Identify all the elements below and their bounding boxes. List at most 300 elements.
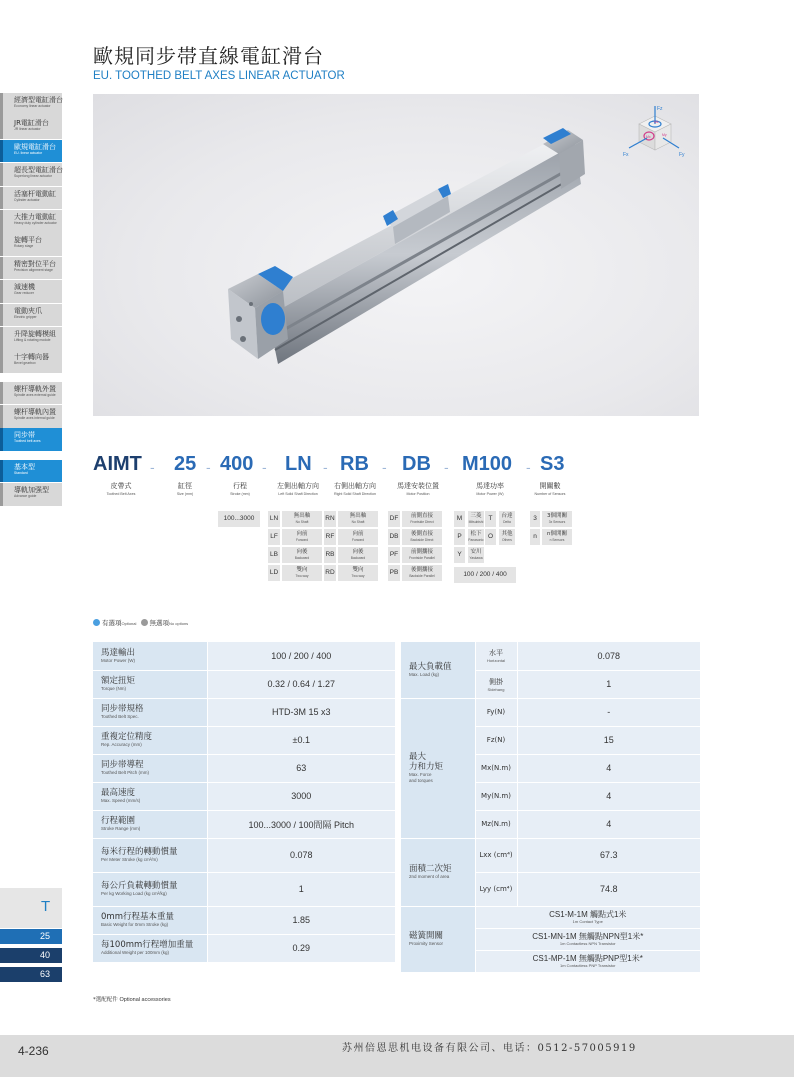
motor-brand-code: P: [454, 529, 465, 545]
left-shaft-code: LD: [268, 565, 280, 581]
motor-brand-zh: 安川: [470, 549, 482, 555]
code-dash: -: [382, 459, 387, 475]
spec-group-label: [401, 838, 475, 906]
left-shaft-option-en: Two-way: [295, 574, 309, 578]
motor-brand-zh: 其他: [501, 531, 513, 537]
sidebar-item-sublabel: Economy linear actuator: [14, 104, 51, 108]
spec-label-zh: 每米行程的轉動慣量: [101, 847, 178, 857]
left-shaft-option-label: [282, 567, 322, 579]
spec-label-zh: 重複定位精度: [101, 732, 153, 742]
sidebar-item[interactable]: [0, 327, 62, 350]
spec-value: 74.8: [517, 872, 700, 906]
sidebar-item-sublabel: Gear reducer: [14, 291, 34, 296]
spec-param-name: Fy(N): [486, 708, 506, 716]
code-label-sensors: 開關數: [539, 482, 561, 490]
company-contact: 苏州倍恩思机电设备有限公司、电话：0512-57005919: [342, 1043, 637, 1054]
spec-label: [93, 810, 207, 838]
axis-label-fx: Fx: [623, 152, 629, 158]
right-shaft-option-en: Forward: [351, 538, 365, 542]
no-option-dot-icon: [141, 619, 148, 626]
right-shaft-option-en: No Shaft: [351, 520, 365, 524]
right-shaft-option-en: Two-way: [351, 574, 365, 578]
table-row: [93, 810, 395, 838]
stroke-range: 100...3000: [218, 511, 260, 527]
spec-param-name: Fz(N): [486, 736, 506, 744]
code-sub-size: Size (mm): [176, 492, 194, 496]
spec-label-en: Toothed Belt Spec.: [101, 714, 139, 719]
spec-value: 100 / 200 / 400: [207, 642, 395, 670]
code-label-size: 缸徑: [178, 482, 192, 490]
code-label-right-shaft: 右側出軸方向: [334, 482, 376, 490]
right-shaft-option-label: [338, 549, 378, 561]
motor-brand-en: Delta: [503, 520, 511, 524]
motor-position-code: DF: [388, 511, 400, 527]
code-label-motor-position: 馬達安裝位置: [397, 482, 439, 490]
left-shaft-option-zh: 無出軸: [293, 513, 311, 519]
sensor-model-zh: CS1-MP-1M 無觸點PNP型1米*: [532, 954, 643, 963]
sidebar-item[interactable]: [0, 304, 62, 327]
right-shaft-code: RN: [324, 511, 336, 527]
code-sub-motor-power: Motor Power (W): [476, 492, 504, 496]
sidebar-item-sublabel: Lifting & rotating module: [14, 337, 51, 342]
sensor-model: [475, 906, 700, 928]
size-tab-40[interactable]: 40: [0, 948, 62, 963]
footnote-en: Optional accessories: [119, 997, 171, 1003]
left-shaft-code: LF: [268, 529, 280, 545]
spec-label-en: Toothed Belt Pitch (mm): [101, 770, 150, 775]
table-row: [93, 934, 395, 962]
sidebar-item-sublabel: Spindle axes external guide: [14, 392, 56, 397]
spec-value: 4: [517, 810, 700, 838]
motor-power-values: 100 / 200 / 400: [454, 567, 516, 583]
spec-value: 100...3000 / 100間隔 Pitch: [207, 810, 395, 838]
sidebar-item[interactable]: [0, 163, 62, 186]
right-shaft-option-label: [338, 567, 378, 579]
spec-param: [475, 698, 517, 726]
motor-brand-en: Mitsubishi: [468, 520, 484, 524]
spec-label: [93, 754, 207, 782]
motor-position-option-en: Backside Parallel: [409, 574, 435, 578]
spec-param: [475, 670, 517, 698]
spec-label-en: Stroke Range (mm): [101, 826, 141, 831]
sidebar-item[interactable]: [0, 116, 62, 139]
spec-value: 4: [517, 782, 700, 810]
right-shaft-code: RF: [324, 529, 336, 545]
table-row: [401, 906, 700, 928]
size-tab-63[interactable]: 63: [0, 967, 62, 982]
motor-brand-en: Panasonic: [468, 538, 484, 542]
spec-label-zh: 最高速度: [101, 788, 136, 798]
code-sub-series: Toothed Belt Axes: [106, 492, 136, 496]
motor-brand-code: Y: [454, 547, 465, 563]
sidebar-item-label: 十字轉向器: [14, 353, 49, 362]
sensor-zh: n個開關: [547, 531, 567, 537]
spec-label-zh: 同步帯導程: [101, 760, 144, 770]
page-footer: [0, 1035, 794, 1077]
code-size: 25: [174, 453, 197, 475]
spec-value: HTD-3M 15 x3: [207, 698, 395, 726]
spec-label-zh: 0mm行程基本重量: [101, 912, 174, 922]
motor-position-option-en: Frontside Parallel: [409, 556, 435, 560]
motor-brand-en: Yaskawa: [469, 556, 483, 560]
sidebar-item[interactable]: [0, 93, 62, 116]
motor-brand-code: M: [454, 511, 465, 527]
motor-position-option-zh: 前側直接: [410, 513, 433, 519]
spec-param-zh: 水平: [489, 649, 503, 658]
axis-label-mz: Mz: [654, 120, 659, 124]
legend-no-option-en: No options: [169, 621, 189, 626]
spec-value: 0.29: [207, 934, 395, 962]
left-shaft-option-zh: 向後: [296, 549, 308, 555]
spec-label-en: Rep. Accuracy (mm): [101, 742, 142, 747]
spec-label: [93, 782, 207, 810]
code-dash: -: [206, 459, 211, 475]
sensor-model: [475, 928, 700, 950]
sensor-model-en: 1m Contactless NPN Transistor: [559, 941, 616, 946]
spec-param-name: Lyy (cm⁴): [479, 885, 513, 893]
footnote: [93, 995, 171, 1003]
spec-label-en: Torque (Nm): [101, 686, 127, 691]
spec-group-en: Max. Load (kg): [409, 671, 440, 677]
spec-label-zh: 每100mm行程增加重量: [101, 940, 194, 950]
code-dash: -: [323, 459, 328, 475]
spec-param-en: Sidehang: [487, 686, 505, 692]
code-label-motor-power: 馬達功率: [476, 482, 504, 490]
sidebar-item-sublabel: Toothed belt axes: [14, 439, 41, 444]
table-row: [401, 838, 700, 872]
sensor-en: 3x Sensors: [548, 520, 566, 524]
spec-value: 0.078: [517, 642, 700, 670]
spec-label-en: Basic Weight for 0mm Stroke (kg): [101, 922, 169, 927]
right-shaft-option-zh: 向後: [352, 549, 364, 555]
spec-param: [475, 782, 517, 810]
sidebar-item[interactable]: [0, 280, 62, 303]
sidebar-item-sublabel: Advance guide: [14, 494, 37, 499]
spec-value: 0.32 / 0.64 / 1.27: [207, 670, 395, 698]
sidebar-item-label: 精密對位平台: [14, 259, 56, 268]
motor-position-option-zh: 後側擱接: [410, 567, 433, 573]
sidebar-item[interactable]: [0, 233, 62, 256]
optional-dot-icon: [93, 619, 100, 626]
spec-group-en: Proximity Sensor: [409, 941, 444, 946]
motor-brand-label: [466, 513, 486, 525]
sidebar-item-label: 經濟型電缸滑台: [14, 96, 63, 104]
left-shaft-option-label: [282, 549, 322, 561]
spec-value: 1: [517, 670, 700, 698]
right-shaft-code: RB: [324, 547, 336, 563]
spec-label-en: Additional Weight per 100mm (kg): [101, 950, 169, 955]
sidebar-item[interactable]: [0, 382, 62, 405]
table-row: [93, 838, 395, 872]
legend: [93, 618, 188, 627]
spec-value: -: [517, 698, 700, 726]
code-stroke: 400: [220, 453, 254, 475]
sidebar: [0, 93, 62, 507]
spec-group-en: Max. Force and torques: [409, 772, 433, 783]
sidebar-item-label: 大推力電動缸: [14, 212, 56, 221]
left-shaft-option-en: Backward: [294, 556, 310, 560]
sidebar-item[interactable]: [0, 483, 62, 506]
code-motor-power: M100: [462, 453, 513, 475]
motor-position-option-en: Frontside Direct: [410, 520, 434, 524]
sidebar-item-sublabel: Superlong linear actuator: [14, 174, 52, 179]
motor-brand-label: [497, 531, 517, 543]
motor-position-option-label: [402, 531, 442, 543]
spec-param: [475, 642, 517, 670]
section-tab-t[interactable]: [0, 888, 62, 928]
motor-position-option-label: [402, 567, 442, 579]
motor-brand-zh: 松下: [470, 531, 482, 537]
motor-position-option-zh: 後側直接: [410, 531, 433, 537]
size-tab-25[interactable]: 25: [0, 929, 62, 944]
sidebar-item-sublabel: Standard: [14, 470, 28, 475]
sidebar-item-label: 螺杆導軌內置: [14, 408, 56, 417]
table-row: [93, 782, 395, 810]
spec-value: 67.3: [517, 838, 700, 872]
spec-label: [93, 698, 207, 726]
sensor-code: n: [530, 529, 540, 545]
code-dash: -: [262, 459, 267, 475]
sidebar-item[interactable]: [0, 405, 62, 428]
sensor-zh: 3個開關: [547, 513, 567, 519]
motor-position-option-zh: 前側擱接: [410, 549, 433, 555]
code-sub-left-shaft: Left Solid Shaft Direction: [278, 492, 318, 496]
spec-label: [93, 642, 207, 670]
sensor-code: 3: [530, 511, 540, 527]
spec-param: [475, 810, 517, 838]
spec-group-label: [401, 698, 475, 838]
sidebar-item-sublabel: Heavy duty cylinder actuator: [14, 220, 57, 225]
right-shaft-option-zh: 無出軸: [349, 513, 367, 519]
left-shaft-option-zh: 向前: [296, 531, 308, 537]
spec-label: [93, 906, 207, 934]
motor-position-code: DB: [388, 529, 400, 545]
sensor-model-en: 1m Contactless PNP Transistor: [559, 963, 616, 968]
axis-label-fz: Fz: [657, 106, 663, 112]
table-row: [401, 698, 700, 726]
motor-position-code: PB: [388, 565, 400, 581]
table-row: [93, 642, 395, 670]
sensor-model-en: 1m Contact Type: [572, 919, 603, 924]
motor-brand-code: T: [485, 511, 496, 527]
sidebar-item-label: 歐規電缸滑台: [14, 142, 56, 151]
section-tab-letter: T: [41, 898, 51, 915]
code-dash: -: [444, 459, 449, 475]
spec-param: [475, 754, 517, 782]
linear-actuator-illustration: [93, 94, 699, 416]
sidebar-item[interactable]: [0, 210, 62, 233]
right-shaft-option-label: [338, 531, 378, 543]
spec-label-zh: 額定扭矩: [101, 676, 136, 686]
spec-param-name: My(N.m): [481, 792, 511, 800]
motor-brand-en: Others: [502, 538, 512, 542]
sensor-model-zh: CS1-MN-1M 無觸點NPN型1米*: [532, 932, 644, 941]
spec-value: 0.078: [207, 838, 395, 872]
spec-table-right: [401, 642, 700, 973]
legend-no-option: 無選項: [149, 619, 170, 627]
spec-param-zh: 側掛: [489, 677, 503, 686]
sidebar-item[interactable]: [0, 428, 62, 451]
spec-group-zh: 面積二次矩: [409, 864, 452, 874]
code-motor-position: DB: [402, 453, 431, 475]
code-label-stroke: 行程: [233, 482, 247, 490]
spec-label-zh: 馬達輸出: [101, 647, 136, 658]
spec-label: [93, 838, 207, 872]
sensor-en: n Sensors: [549, 538, 565, 542]
sidebar-item-label: 減速機: [14, 283, 35, 292]
table-row: [93, 726, 395, 754]
spec-group-en: 2nd moment of area: [409, 874, 450, 879]
sidebar-item-sublabel: Rotary stage: [14, 244, 34, 249]
spec-label-zh: 同步帯規格: [101, 704, 144, 714]
spec-value: 1: [207, 872, 395, 906]
motor-brand-zh: 三菱: [470, 513, 482, 519]
left-shaft-option-label: [282, 531, 322, 543]
sensor-model: [475, 950, 700, 972]
spec-group-zh: 磁簧開關: [409, 931, 444, 941]
spec-group-zh: 最大負載值: [409, 661, 452, 672]
spec-label-en: Per Meter Stroke (kg cm²/m): [101, 857, 158, 862]
spec-label: [93, 726, 207, 754]
sidebar-item[interactable]: [0, 350, 62, 373]
sensor-label: [542, 513, 572, 525]
motor-brand-zh: 台達: [501, 513, 513, 519]
spec-param: [475, 872, 517, 906]
spec-group-label: [401, 906, 475, 972]
sensor-label: [542, 531, 572, 543]
spec-value: 63: [207, 754, 395, 782]
right-shaft-option-zh: 向前: [352, 531, 364, 537]
sensor-model-zh: CS1-M-1M 觸點式1米: [549, 910, 627, 919]
code-sub-sensors: Number of Sensors: [534, 492, 566, 496]
spec-param-en: Horizontal: [486, 658, 505, 664]
motor-brand-code: O: [485, 529, 496, 545]
spec-label-zh: 每公斤負載轉動慣量: [101, 881, 178, 891]
sidebar-item-sublabel: JR linear actuator: [14, 127, 41, 132]
spec-group-label: [401, 642, 475, 698]
axis-cube-icon: [619, 102, 689, 162]
right-shaft-option-en: Backward: [350, 556, 366, 560]
table-row: [93, 670, 395, 698]
code-label-left-shaft: 左側出軸方向: [277, 482, 319, 490]
sidebar-item-sublabel: Precision alignment stage: [14, 267, 53, 272]
sidebar-item[interactable]: [0, 187, 62, 210]
left-shaft-option-en: Forward: [295, 538, 309, 542]
spec-label-zh: 行程範圍: [101, 816, 136, 826]
spec-label: [93, 670, 207, 698]
spec-param: [475, 838, 517, 872]
sidebar-item-label: 活塞杆電動缸: [14, 189, 56, 198]
spec-label-en: Motor Power (W): [101, 657, 136, 663]
code-dash: -: [150, 459, 155, 475]
page-number: 4-236: [18, 1044, 49, 1058]
table-row: [93, 754, 395, 782]
sidebar-item-label: 螺杆導軌外置: [14, 384, 56, 393]
code-sensors: S3: [540, 453, 565, 475]
model-code: [0, 453, 794, 483]
motor-position-option-label: [402, 549, 442, 561]
sidebar-item-label: 超長型電缸滑台: [14, 166, 63, 175]
sidebar-item-sublabel: Electric gripper: [14, 314, 37, 319]
axis-label-mx: Mx: [646, 135, 651, 139]
table-row: [401, 642, 700, 670]
sidebar-item-label: JR電缸滑台: [14, 119, 49, 128]
spec-label-en: Per kg Working Load (kg cm²/kg): [101, 891, 167, 896]
left-shaft-code: LN: [268, 511, 280, 527]
code-right-shaft: RB: [340, 453, 369, 475]
page-subtitle: EU. TOOTHED BELT AXES LINEAR ACTUATOR: [93, 70, 345, 82]
spec-param-name: Mz(N.m): [481, 820, 511, 828]
spec-param: [475, 726, 517, 754]
axis-label-fy: Fy: [679, 152, 685, 158]
motor-position-option-label: [402, 513, 442, 525]
spec-label: [93, 872, 207, 906]
sidebar-item-sublabel: Cylinder actuator: [14, 197, 40, 202]
spec-label-en: Max. Speed (mm/s): [101, 798, 141, 803]
spec-value: ±0.1: [207, 726, 395, 754]
code-sub-motor-position: Motor Position: [406, 492, 430, 496]
sidebar-item[interactable]: [0, 140, 62, 163]
axis-label-my: My: [662, 133, 667, 137]
code-sub-stroke: Stroke (mm): [230, 492, 250, 496]
motor-brand-label: [497, 513, 517, 525]
left-shaft-code: LB: [268, 547, 280, 563]
sidebar-item-label: 導軌加强型: [14, 486, 49, 495]
sidebar-item-label: 同步帯: [14, 431, 35, 440]
product-image: [93, 94, 699, 416]
sidebar-item-label: 基本型: [14, 462, 35, 471]
code-left-shaft: LN: [285, 453, 312, 475]
spec-param-name: Mx(N.m): [481, 764, 511, 772]
table-row: [93, 872, 395, 906]
spec-value: 3000: [207, 782, 395, 810]
code-dash: -: [526, 459, 531, 475]
motor-brand-label: [466, 531, 486, 543]
spec-param-name: Lxx (cm⁴): [479, 851, 513, 859]
left-shaft-option-zh: 雙向: [296, 567, 308, 573]
motor-position-code: PF: [388, 547, 400, 563]
right-shaft-option-zh: 雙向: [352, 567, 364, 573]
sidebar-item-sublabel: Spindle axes internal guide: [14, 416, 55, 421]
legend-optional: 有選項: [102, 619, 122, 627]
spec-label: [93, 934, 207, 962]
spec-value: 4: [517, 754, 700, 782]
sidebar-item-label: 電動夾爪: [14, 306, 42, 315]
table-row: [93, 698, 395, 726]
page-title: 歐規同步帯直線電缸滑台: [93, 44, 324, 68]
spec-value: 15: [517, 726, 700, 754]
motor-position-option-en: Backside Direct: [410, 538, 434, 542]
spec-value: 1.85: [207, 906, 395, 934]
sidebar-item-label: 升降旋轉模組: [14, 329, 56, 338]
code-label-series: 皮帶式: [110, 482, 132, 490]
code-series: AIMT: [93, 453, 142, 475]
motor-brand-label: [466, 549, 486, 561]
table-row: [93, 906, 395, 934]
sidebar-item-label: 旋轉平台: [14, 236, 42, 245]
right-shaft-code: RD: [324, 565, 336, 581]
left-shaft-option-en: No Shaft: [295, 520, 309, 524]
footnote-zh: *選配配件: [93, 997, 118, 1003]
sidebar-item-sublabel: EU. linear actuator: [14, 150, 43, 155]
code-sub-right-shaft: Right Solid Shaft Direction: [334, 492, 376, 496]
spec-table-left: [93, 642, 395, 963]
sidebar-item[interactable]: [0, 257, 62, 280]
left-shaft-option-label: [282, 513, 322, 525]
spec-group-zh: 最大 力和力矩: [409, 752, 444, 772]
sidebar-item-sublabel: Bevel gearbox: [14, 361, 36, 366]
right-shaft-option-label: [338, 513, 378, 525]
